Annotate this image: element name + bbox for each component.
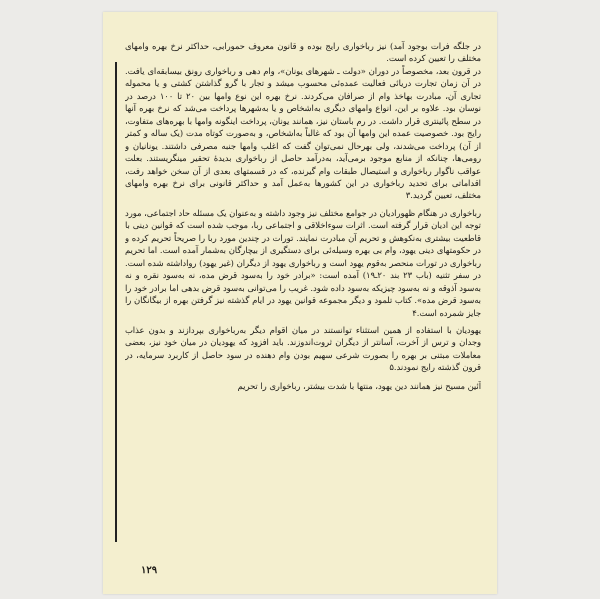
paragraph: رباخواری در هنگام ظهورادیان در جوامع مختلف نیز وجود داشته و به‌عنوان یک مسئله حاد اجتماعی، مورد توجه این ادیان قرار گرفته است. اثرات سوءاخلاقی و اجتماعی ربا، موجب شده است که قوانین دینی با قاطعیت بیشتری به‌نکوهش و تحریم آن مبادرت نمایند. تورات در چندین مورد ربا را صریحاً تحریم کرده و در حکومتهای دینی یهود، وام بی بهره وسیله‌ئی برای دستگیری از بیچارگان به‌شمار آمده است. اما تحریم رباخواری در تورات منحصر به‌قوم یهود است و رباخواری یهود از دیگران (غیر یهود) رواداشته شده است. در سفر تثنیه (باب ۲۳ بند ۲۰ـ۱۹) آمده است: «برادر خود را به‌سود قرض مده، نه به‌سود نقره و نه به‌سود آذوقه و نه به‌سود چیزیکه به‌سود داده شود. غریب را می‌توانی به‌سود قرض بدهی اما برادر خود را به‌سود قرض مده». کتاب تلمود و دیگر مجموعه قوانین یهود در ایام گذشته نیز گرفتن بهره از بیگانگان را جایز شمرده است.۴ — [125, 207, 481, 318]
paragraph: یهودیان با استفاده از همین استثناء توانستند در میان اقوام دیگر به‌رباخواری بپردازند و بدون عذاب وجدان و ترس از آخرت، آسانتر از دیگران ثروت‌اندوزند. باید افزود که یهودیان در میان خود نیز، بعضی معاملات مبتنی بر بهره را بصورت شرعی سهیم بودن وام دهنده در سود حاصل از کاربرد سرمایه، در قرون گذشته رایج نمودند.۵ — [125, 324, 481, 373]
paragraph: در جلگه فرات بوجود آمد) نیز رباخواری رایج بوده و قانون معروف حمورابی، حداکثر نرخ بهره وامهای مختلف را تعیین کرده است. — [125, 41, 481, 64]
margin-rule — [115, 62, 117, 542]
body-text — [125, 40, 481, 560]
paragraph: آئین مسیح نیز همانند دین یهود، منتها با شدت بیشتر، رباخواری را تحریم — [237, 380, 481, 391]
book-page — [103, 12, 497, 594]
paragraph: در قرون بعد، مخصوصاً در دوران «دولت ـ شهرهای یونان»، وام دهی و رباخواری رونق بیسابقه‌ای یافت. در آن زمان تجارت دریائی فعالیت عمده‌ئی محسوب میشد و تجار با گرو گذاشتن کشتی و یا محموله تجاری آن، مبادرت بهاخذ وام از صرافان می‌کردند. نرخ بهره این نوع وامها بین ۲۰ تا ۱۰۰ درصد در نوسان بود. علاوه بر این، انواع وامهای دیگری به‌اشخاص و یا به‌شهرها پرداخت می‌شد که نرخ بهره آنها در سطح پائینتری قرار داشت. در رم باستان نیز، همانند یونان، پرداخت اینگونه وامها با بهره‌های متفاوت، رایج بود. خصوصیت عمده این وامها آن بود که غالباً به‌اشخاص، و به‌صورت کوتاه مدت (یک ساله و کمتر از آن) پرداخت می‌شدند، ولی بهرحال نمی‌توان گفت که اغلب وامها جنبه مصرفی داشتند. یونانیان و رومی‌ها، چنانکه از منابع موجود برمی‌آید، به‌درآمد حاصل از رباخواری بدیدۀ تحقیر مینگریستند. بعلت عواقب ناگوار رباخواری و استیصال طبقات وام گیرنده، که در قسمتهای بعدی از آن سخن خواهد رفت، اقداماتی برای تحدید رباخواری در این کشورها به‌عمل آمد و حداکثر قانونی برای نرخ بهره وامهای مختلف، تعیین گردید.۳ — [125, 65, 481, 201]
page-number: ۱۲۹ — [141, 565, 158, 576]
